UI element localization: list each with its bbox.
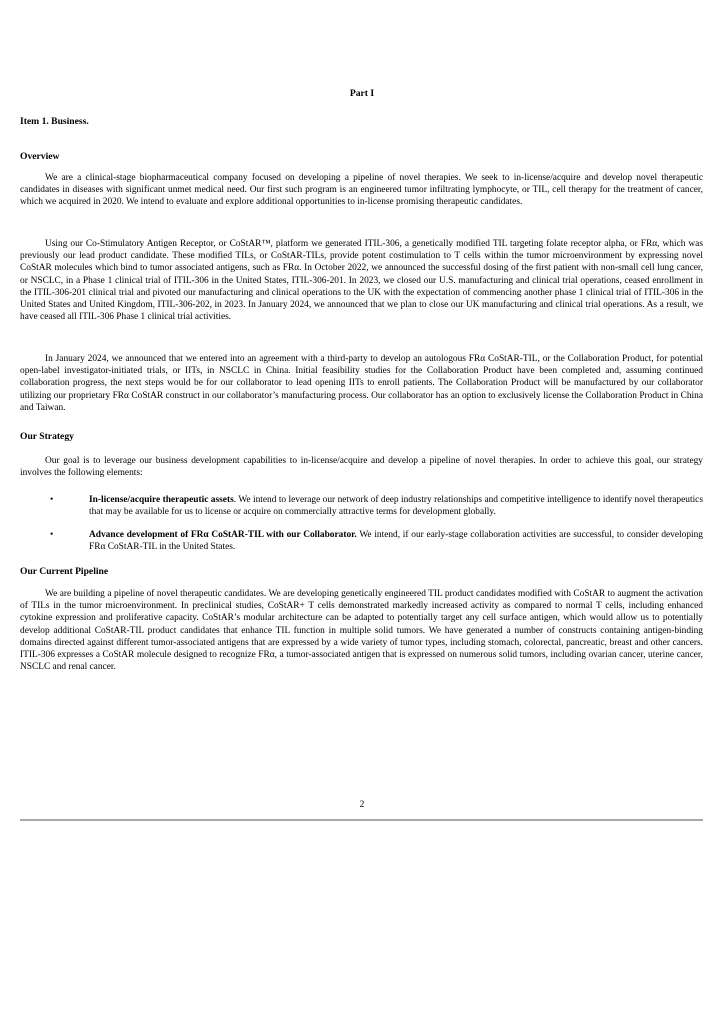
bullet-dot: • [50, 530, 54, 540]
bullet-dot: • [50, 495, 54, 505]
overview-heading: Overview [20, 151, 60, 162]
page-number: 2 [359, 800, 365, 810]
bullet-body: . We intend to leverage our network of deep industry relationships and competitive intelligence to identify novel therapeutics that may be available for us to license or acquire on commercially attractive terms for development globally. [89, 495, 703, 518]
bullet-title: In-license/acquire therapeutic assets [89, 495, 234, 505]
footer-divider [20, 819, 703, 821]
pipeline-paragraph: We are building a pipeline of novel therapeutic candidates. We are developing genetically engineered TIL product candidates modified with CoStAR to augment the activation of TILs in the tumor microenvironment. In preclinical studies, CoStAR+ T cells demonstrated markedly increased activity as compared to normal T cells, including enhanced cytokine expression and proliferative capacity. CoStAR’s modular architecture can be adapted to potentially target any cell surface antigen, which would allow us to potentially develop additional CoStAR-TIL product candidates that enhance TIL function in multiple solid tumors. We have generated a number of constructs containing antigen-binding domains directed against different tumor-associated antigens that are expressed by a wide variety of tumor types, including stomach, colorectal, pancreatic, breast and other cancers. ITIL-306 expresses a CoStAR molecule designed to recognize FRα, a tumor-associated antigen that is expressed on numerous solid tumors, including ovarian cancer, uterine cancer, NSCLC and renal cancer. [20, 589, 703, 673]
overview-paragraph-2: Using our Co-Stimulatory Antigen Receptor, or CoStAR™, platform we generated ITIL-306, a genetically modified TIL targeting folate receptor alpha, or FRα, which was previously our lead product candidate. These modified TILs, or CoStAR-TILs, provide potent costimulation to T cells within the tumor microenvironment by expressing novel CoStAR molecules which bind to tumor associated antigens, such as FRα. In October 2022, we announced the successful dosing of the first patient with non-small cell lung cancer, or NSCLC, in a Phase 1 clinical trial of ITIL-306 in the United States, ITIL-306-201. In 2023, we closed our U.S. manufacturing and clinical trial operations, ceased enrollment in the ITIL-306-201 clinical trial and pivoted our manufacturing and clinical operations to the UK with the expectation of commencing another phase 1 clinical trial of ITIL-306 in the United States and United Kingdom, ITIL-306-202, in 2023. In January 2024, we announced that we plan to close our UK manufacturing and clinical trial operations. As a result, we have ceased all ITIL-306 Phase 1 clinical trial activities. [20, 239, 703, 323]
bullet-text [89, 529, 703, 553]
overview-paragraph-1: We are a clinical-stage biopharmaceutical company focused on developing a pipeline of novel therapies. We seek to in-license/acquire and develop novel therapeutic candidates in diseases with significant unmet medical need. Our first such program is an engineered tumor infiltrating lymphocyte, or TIL, cell therapy for the treatment of cancer, which we acquired in 2020. We intend to evaluate and explore additional opportunities to in-license promising therapeutic candidates. [20, 173, 703, 208]
strategy-heading: Our Strategy [20, 431, 74, 442]
part-title: Part I [349, 88, 375, 99]
bullet-text [89, 494, 703, 518]
pipeline-heading: Our Current Pipeline [20, 566, 109, 577]
strategy-paragraph: Our goal is to leverage our business development capabilities to in-license/acquire and develop a pipeline of novel therapies. In order to achieve this goal, our strategy involves the following elements: [20, 456, 703, 479]
item-title: Item 1. Business. [20, 116, 89, 127]
overview-paragraph-3: In January 2024, we announced that we entered into an agreement with a third-party to develop an autologous FRα CoStAR-TIL, or the Collaboration Product, for potential open-label investigator-initiated trials, or IITs, in NSCLC in China. Initial feasibility studies for the Collaboration Product have been completed and, assuming continued collaboration progress, the next steps would be for our collaborator to lead opening IITs to enroll patients. The Collaboration Product will be manufactured by our collaborator utilizing our proprietary FRα CoStAR construct in our collaborator’s manufacturing process. Our collaborator has an option to exclusively license the Collaboration Product in China and Taiwan. [20, 354, 703, 413]
bullet-title: Advance development of FRα CoStAR-TIL with our Collaborator. [89, 530, 357, 540]
bullet-body: We intend, if our early-stage collaboration activities are successful, to consider developing FRα CoStAR-TIL in the United States. [89, 530, 703, 553]
